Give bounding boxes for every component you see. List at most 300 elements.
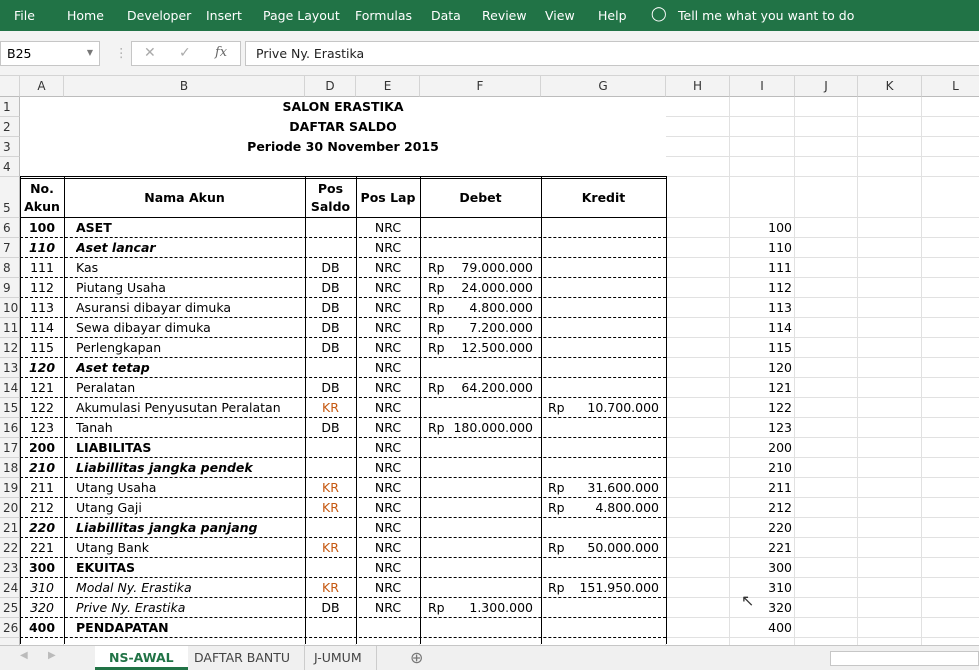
row-header-11[interactable]: 11 [0,318,20,338]
row-header-7[interactable]: 7 [0,238,20,258]
account-name[interactable]: Modal Ny. Erastika [76,580,192,595]
cell[interactable] [858,578,922,598]
pos-lap[interactable]: NRC [374,400,402,415]
cell[interactable] [795,338,858,358]
pos-saldo[interactable]: KR [322,500,339,515]
account-name[interactable]: Liabillitas jangka pendek [76,460,253,475]
account-name[interactable]: Utang Gaji [76,500,142,515]
row-header-9[interactable]: 9 [0,278,20,298]
cell[interactable] [858,338,922,358]
cell[interactable] [922,318,979,338]
cell[interactable] [922,638,979,645]
cell[interactable] [795,278,858,298]
account-name[interactable]: Perlengkapan [76,340,162,355]
cell[interactable] [858,378,922,398]
pos-lap[interactable]: NRC [374,520,402,535]
account-no[interactable]: 121 [30,380,54,395]
row-header-5[interactable]: 5 [0,177,20,218]
cell[interactable] [922,238,979,258]
cell[interactable] [666,518,730,538]
kredit-value[interactable]: 31.600.000 [587,480,659,495]
row-header-19[interactable]: 19 [0,478,20,498]
cell[interactable] [795,418,858,438]
column-header-b[interactable]: B [64,76,305,97]
account-name[interactable]: EKUITAS [76,560,136,575]
currency-label: Rp [548,500,565,515]
cell[interactable] [858,218,922,238]
cell[interactable] [795,438,858,458]
pos-saldo[interactable]: DB [321,280,340,295]
column-i-value[interactable]: 112 [768,280,792,295]
currency-label: Rp [428,320,445,335]
pos-lap[interactable]: NRC [374,340,402,355]
cell[interactable] [666,498,730,518]
cell[interactable] [666,418,730,438]
debet-value[interactable]: 79.000.000 [461,260,533,275]
enter-icon[interactable]: ✓ [179,45,191,61]
account-name[interactable]: ASET [76,220,112,235]
pos-lap[interactable]: NRC [374,440,402,455]
row-header-16[interactable]: 16 [0,418,20,438]
lightbulb-icon: ◯ [651,6,667,22]
cell[interactable] [922,258,979,278]
cell[interactable] [795,618,858,638]
cell[interactable] [666,218,730,238]
cell[interactable] [730,97,795,117]
column-header-k[interactable]: K [858,76,922,97]
account-name[interactable]: Piutang Usaha [76,280,166,295]
column-i-value[interactable]: 110 [768,240,792,255]
pos-saldo[interactable]: KR [322,480,339,495]
cell[interactable] [666,338,730,358]
cell[interactable] [795,598,858,618]
cell[interactable] [795,137,858,157]
cell[interactable] [666,478,730,498]
cell[interactable] [795,478,858,498]
pos-saldo[interactable]: DB [321,420,340,435]
cell[interactable] [922,97,979,117]
cell[interactable] [795,238,858,258]
account-name[interactable]: Peralatan [76,380,136,395]
cell[interactable] [858,538,922,558]
account-name[interactable]: Liabillitas jangka panjang [76,520,258,535]
pos-lap[interactable]: NRC [374,260,402,275]
pos-lap[interactable]: NRC [374,600,402,615]
cell[interactable] [858,318,922,338]
column-i-value[interactable]: 300 [768,560,792,575]
column-i-value[interactable]: 100 [768,220,792,235]
cell[interactable] [858,478,922,498]
row-header-1[interactable]: 1 [0,97,20,117]
cell[interactable] [795,177,858,218]
account-name[interactable]: Utang Usaha [76,480,157,495]
account-no[interactable]: 300 [28,560,56,575]
cell[interactable] [666,177,730,218]
ribbon-tab-file[interactable]: File [14,8,35,23]
horizontal-scrollbar[interactable] [830,651,979,666]
account-no[interactable]: 120 [28,360,56,375]
column-i-value[interactable]: 210 [768,460,792,475]
cell[interactable] [666,578,730,598]
cell[interactable] [666,538,730,558]
cell[interactable] [666,258,730,278]
cell[interactable] [666,97,730,117]
cell[interactable] [922,398,979,418]
ribbon-tab-home[interactable]: Home [67,8,104,23]
cancel-icon[interactable]: ✕ [144,45,156,61]
cell[interactable] [858,438,922,458]
ribbon-tab-developer[interactable]: Developer [127,8,192,23]
column-i-value[interactable]: 111 [768,260,792,275]
spreadsheet-grid[interactable] [0,76,979,645]
cell[interactable] [795,638,858,645]
column-i-value[interactable]: 221 [768,540,792,555]
account-no[interactable]: 111 [30,260,54,275]
cell[interactable] [666,638,730,645]
row-header-10[interactable]: 10 [0,298,20,318]
sheet-tab-j-umum[interactable]: J-UMUM [300,646,377,670]
cell[interactable] [858,598,922,618]
cell[interactable] [922,558,979,578]
account-no[interactable]: 211 [30,480,54,495]
currency-label: Rp [428,380,445,395]
column-header-j[interactable]: J [795,76,858,97]
cell[interactable] [858,558,922,578]
cell[interactable] [795,97,858,117]
cell[interactable] [730,117,795,137]
row-header-4[interactable]: 4 [0,157,20,177]
cell[interactable] [858,117,922,137]
scroll-left-icon[interactable]: ◀ [20,650,28,661]
pos-lap[interactable]: NRC [374,380,402,395]
account-no[interactable]: 320 [30,600,54,615]
account-name[interactable]: Sewa dibayar dimuka [76,320,211,335]
pos-lap[interactable]: NRC [374,240,402,255]
pos-lap[interactable]: NRC [374,580,402,595]
cell[interactable] [922,137,979,157]
account-name[interactable]: Prive Ny. Erastika [76,600,186,615]
account-no[interactable]: 112 [30,280,54,295]
account-name[interactable]: Akumulasi Penyusutan Peralatan [76,400,281,415]
cell[interactable] [795,558,858,578]
account-no[interactable]: 123 [30,420,54,435]
pos-lap[interactable]: NRC [374,360,402,375]
row-header-22[interactable]: 22 [0,538,20,558]
cell[interactable] [858,358,922,378]
column-i-value[interactable]: 320 [768,600,792,615]
debet-value[interactable]: 180.000.000 [453,420,533,435]
cell[interactable] [922,578,979,598]
account-no[interactable]: 221 [30,540,54,555]
row-header-17[interactable]: 17 [0,438,20,458]
currency-label: Rp [548,580,565,595]
cell[interactable] [666,358,730,378]
column-i-value[interactable]: 115 [768,340,792,355]
select-all-corner[interactable] [0,76,20,97]
row-header-18[interactable]: 18 [0,458,20,478]
cell[interactable] [922,338,979,358]
pos-lap[interactable]: NRC [374,480,402,495]
cell[interactable] [730,157,795,177]
cell[interactable] [666,618,730,638]
pos-lap[interactable]: NRC [374,460,402,475]
debet-value[interactable]: 4.800.000 [469,300,533,315]
account-name[interactable]: LIABILITAS [76,440,152,455]
ribbon-tab-insert[interactable]: Insert [206,8,242,23]
table-border [420,176,421,644]
cell[interactable] [858,458,922,478]
cell[interactable] [858,238,922,258]
row-header-21[interactable]: 21 [0,518,20,538]
cell[interactable] [922,418,979,438]
column-header-l[interactable]: L [922,76,979,97]
formula-input[interactable]: Prive Ny. Erastika [245,41,979,66]
cell[interactable] [795,218,858,238]
pos-lap[interactable]: NRC [374,500,402,515]
pos-lap[interactable]: NRC [374,280,402,295]
account-no[interactable]: 114 [30,320,54,335]
cell[interactable] [922,458,979,478]
cell[interactable] [666,117,730,137]
cell[interactable] [922,498,979,518]
account-name[interactable]: Aset lancar [76,240,156,255]
column-i-value[interactable]: 120 [768,360,792,375]
row-header-23[interactable]: 23 [0,558,20,578]
account-no[interactable]: 122 [30,400,54,415]
account-name[interactable]: Kas [76,260,99,275]
cell[interactable] [922,538,979,558]
cell[interactable] [666,598,730,618]
cell[interactable] [666,458,730,478]
kredit-value[interactable]: 151.950.000 [579,580,659,595]
ribbon-tab-review[interactable]: Review [482,8,527,23]
cell[interactable] [922,177,979,218]
column-header-h[interactable]: H [666,76,730,97]
cell[interactable] [666,137,730,157]
account-no[interactable]: 212 [30,500,54,515]
row-header-24[interactable]: 24 [0,578,20,598]
cell[interactable] [666,378,730,398]
sheet-tab-daftar-bantu[interactable]: DAFTAR BANTU [180,646,305,670]
row-header-25[interactable]: 25 [0,598,20,618]
account-no[interactable]: 400 [28,620,56,635]
column-i-value[interactable]: 200 [768,440,792,455]
pos-saldo[interactable]: KR [322,580,339,595]
pos-lap[interactable]: NRC [374,220,402,235]
fx-icon[interactable]: fx [215,45,228,60]
column-i-value[interactable]: 121 [768,380,792,395]
cell[interactable] [858,638,922,645]
cell[interactable] [795,258,858,278]
cell[interactable] [858,258,922,278]
cell[interactable] [858,177,922,218]
debet-value[interactable]: 1.300.000 [469,600,533,615]
cell[interactable] [858,418,922,438]
cell[interactable] [666,157,730,177]
account-no[interactable]: 210 [28,460,56,475]
tell-me-search[interactable]: Tell me what you want to do [678,8,855,23]
ribbon-tab-data[interactable]: Data [431,8,461,23]
debet-value[interactable]: 24.000.000 [461,280,533,295]
row-header-3[interactable]: 3 [0,137,20,157]
kredit-value[interactable]: 4.800.000 [595,500,659,515]
pos-saldo[interactable]: DB [321,260,340,275]
cell[interactable] [795,458,858,478]
pos-saldo[interactable]: KR [322,540,339,555]
cell[interactable] [922,117,979,137]
cell[interactable] [795,518,858,538]
add-sheet-icon[interactable]: ⊕ [410,648,424,667]
cell[interactable] [922,278,979,298]
column-header-g[interactable]: G [541,76,666,97]
row-header-20[interactable]: 20 [0,498,20,518]
cell[interactable] [922,298,979,318]
column-i-value[interactable]: 400 [768,620,792,635]
cell[interactable] [666,238,730,258]
cell[interactable] [795,157,858,177]
cell[interactable] [795,398,858,418]
cell[interactable] [922,157,979,177]
cell[interactable] [922,378,979,398]
pos-saldo[interactable]: DB [321,380,340,395]
column-header-i[interactable]: I [730,76,795,97]
ribbon-tab-help[interactable]: Help [598,8,627,23]
cell[interactable] [922,598,979,618]
formula-bar [0,31,979,76]
cell[interactable] [858,498,922,518]
pos-lap[interactable]: NRC [374,540,402,555]
debet-value[interactable]: 12.500.000 [461,340,533,355]
column-header-a[interactable]: A [20,76,64,97]
cell[interactable] [858,137,922,157]
cell[interactable] [730,177,795,218]
cell[interactable] [858,618,922,638]
pos-saldo[interactable]: DB [321,300,340,315]
column-header-d[interactable]: D [305,76,356,97]
row-header-12[interactable]: 12 [0,338,20,358]
column-i-value[interactable]: 310 [768,580,792,595]
pos-lap[interactable]: NRC [374,560,402,575]
table-border [666,176,667,644]
pos-saldo[interactable]: DB [321,340,340,355]
cell[interactable] [666,398,730,418]
account-name[interactable]: PENDAPATAN [76,620,169,635]
cell[interactable] [922,438,979,458]
cell[interactable] [666,278,730,298]
column-i-value[interactable]: 122 [768,400,792,415]
account-no[interactable]: 200 [28,440,56,455]
column-i-value[interactable]: 220 [768,520,792,535]
cell[interactable] [795,358,858,378]
kredit-value[interactable]: 10.700.000 [587,400,659,415]
title-line-1: SALON ERASTIKA [20,97,666,117]
ribbon-tab-view[interactable]: View [545,8,575,23]
account-name[interactable]: Tanah [76,420,113,435]
column-header-f[interactable]: F [420,76,541,97]
pos-saldo[interactable]: DB [321,600,340,615]
cell[interactable] [922,618,979,638]
cell[interactable] [858,97,922,117]
scroll-right-icon[interactable]: ▶ [48,650,56,661]
account-no[interactable]: 310 [30,580,54,595]
row-header-26[interactable]: 26 [0,618,20,638]
column-i-value[interactable]: 212 [768,500,792,515]
cell[interactable] [922,218,979,238]
cell[interactable] [795,318,858,338]
header-kredit: Kredit [581,190,626,205]
pos-lap[interactable]: NRC [374,320,402,335]
chevron-down-icon[interactable]: ▼ [86,48,93,57]
pos-lap[interactable]: NRC [374,300,402,315]
account-no[interactable]: 110 [28,240,56,255]
account-name[interactable]: Utang Bank [76,540,149,555]
row-header-15[interactable]: 15 [0,398,20,418]
name-box-value: B25 [7,46,32,61]
pos-lap[interactable]: NRC [374,420,402,435]
cell[interactable] [666,298,730,318]
cell[interactable] [795,538,858,558]
ribbon-tab-formulas[interactable]: Formulas [355,8,413,23]
pos-saldo[interactable]: KR [322,400,339,415]
row-header-6[interactable]: 6 [0,218,20,238]
row-header-14[interactable]: 14 [0,378,20,398]
kredit-value[interactable]: 50.000.000 [587,540,659,555]
account-no[interactable]: 100 [28,220,56,235]
cell[interactable] [666,558,730,578]
drag-handle-icon[interactable]: ⋮ [115,45,128,60]
pos-saldo[interactable]: DB [321,320,340,335]
row-header-13[interactable]: 13 [0,358,20,378]
cell[interactable] [795,498,858,518]
account-no[interactable]: 220 [28,520,56,535]
cell[interactable] [858,278,922,298]
column-i-value[interactable]: 123 [768,420,792,435]
row-header-8[interactable]: 8 [0,258,20,278]
account-name[interactable]: Aset tetap [76,360,150,375]
row-header-2[interactable]: 2 [0,117,20,137]
cell[interactable] [795,117,858,137]
cell[interactable] [666,318,730,338]
column-i-value[interactable]: 114 [768,320,792,335]
cell[interactable] [795,298,858,318]
cell[interactable] [666,438,730,458]
column-i-value[interactable]: 211 [768,480,792,495]
cell[interactable] [730,638,795,645]
debet-value[interactable]: 64.200.000 [461,380,533,395]
sheet-tab-ns-awal[interactable]: NS-AWAL [95,646,188,670]
cell[interactable] [922,518,979,538]
cell[interactable] [858,398,922,418]
name-box[interactable] [0,41,100,66]
table-border [541,176,542,644]
column-header-e[interactable]: E [356,76,420,97]
row-header-27[interactable] [0,638,20,645]
debet-value[interactable]: 7.200.000 [469,320,533,335]
cell[interactable] [922,478,979,498]
ribbon-tab-page-layout[interactable]: Page Layout [263,8,340,23]
cell[interactable] [858,157,922,177]
cell[interactable] [922,358,979,378]
column-i-value[interactable]: 113 [768,300,792,315]
account-no[interactable]: 115 [30,340,54,355]
account-no[interactable]: 113 [30,300,54,315]
cell[interactable] [730,137,795,157]
cell[interactable] [858,298,922,318]
cell[interactable] [795,378,858,398]
cell[interactable] [858,518,922,538]
account-name[interactable]: Asuransi dibayar dimuka [76,300,232,315]
cell[interactable] [795,578,858,598]
